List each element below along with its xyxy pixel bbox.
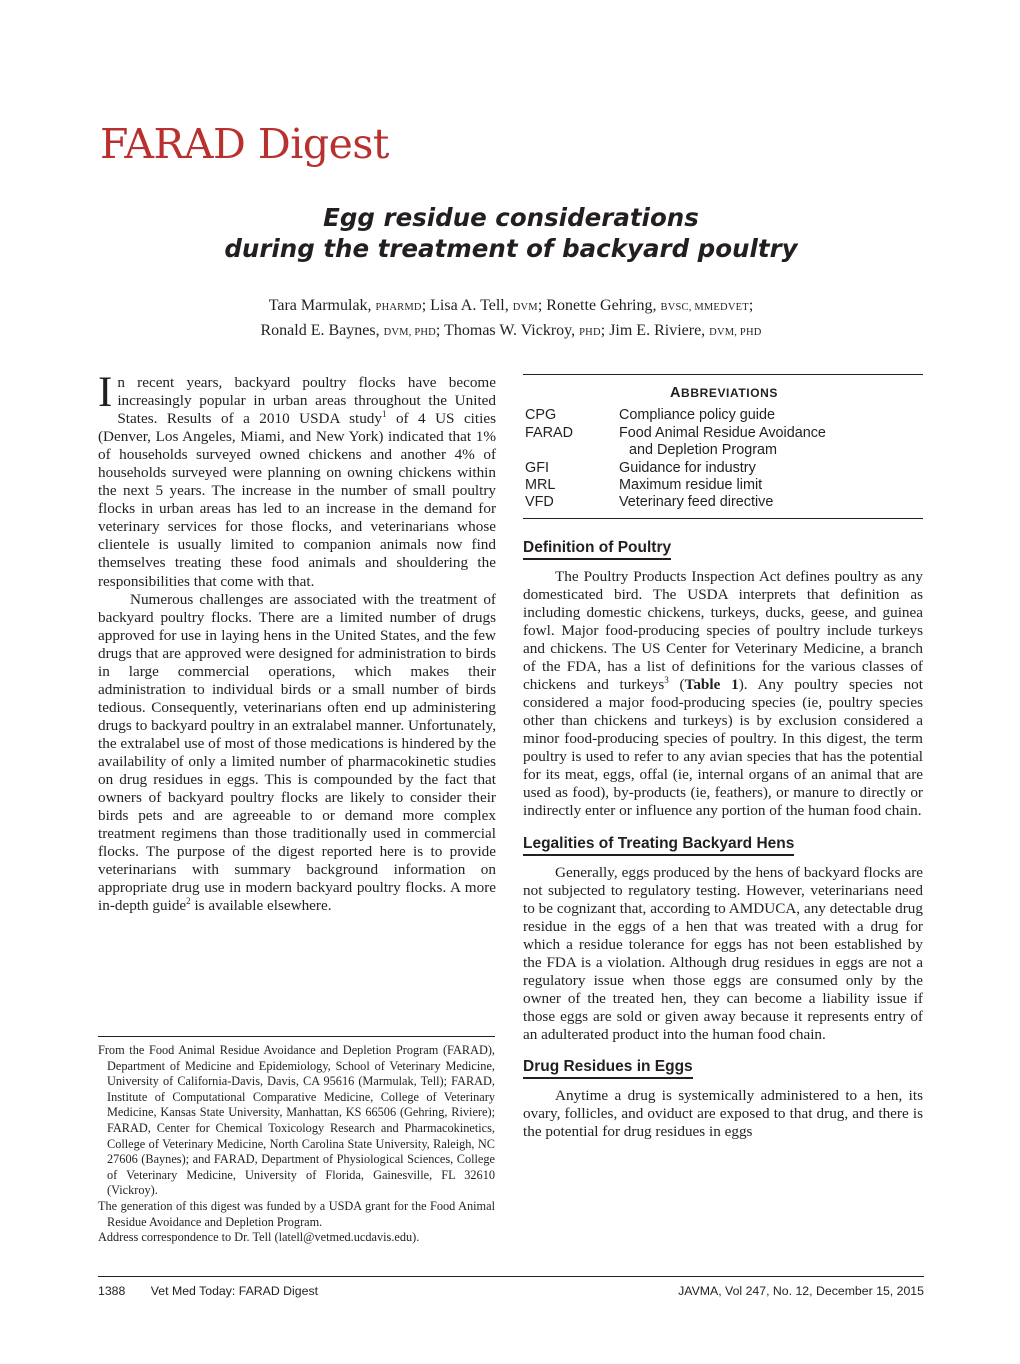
journal-citation: JAVMA, Vol 247, No. 12, December 15, 2015 <box>678 1284 924 1298</box>
section-paragraph: Generally, eggs produced by the hens of backyard flocks are not subjected to regulatory testing. However, veterinarians need to be cognizant that, according to AMDUCA, any detectable drug residue in the eggs of a hen that was treated with a drug for which a residue tolerance for eggs has not been established by the FDA is a violation. Although drug residues in eggs are not a regulatory issue when those eggs are consumed only by the owner of the treated hen, they can become a liability issue if those eggs are sold or given away because it represents entry of an adulterated product into the human food chain. <box>523 863 923 1043</box>
page-number: 1388 <box>98 1284 126 1298</box>
author-name: Thomas W. Vickroy, <box>444 322 576 339</box>
section-definition <box>523 539 923 821</box>
abbreviation-value: Maximum residue limit <box>619 477 763 494</box>
body-text-run: ). Any poultry species not considered a major food-producing species (ie, poultry species other than chickens and turkeys) is by exclusion considered a minor food-producing species of poultry. In this digest, the term poultry is used to refer to any avian species that has the potential for its meat, eggs, offal (ie, internal organs of an animal that are used as food), by-products (ie, feathers), or manure to directly or indirectly enter or influence any portion of the human food chain. <box>523 676 923 820</box>
abbreviation-key <box>525 442 619 459</box>
abbreviations-title-initial: A <box>669 385 682 401</box>
abbreviation-key: MRL <box>525 477 556 494</box>
page-footer <box>98 1284 924 1298</box>
abbreviations-title <box>525 385 923 402</box>
author-name: Jim E. Riviere, <box>609 322 706 339</box>
abbreviations-box <box>523 374 923 519</box>
author-name: Ronald E. Baynes, <box>260 322 380 339</box>
abbreviation-row <box>525 494 923 511</box>
footnote-divider <box>98 1036 495 1037</box>
section-body <box>523 864 923 1044</box>
correspondence-text[interactable]: Address correspondence to Dr. Tell (latell@vetmed.ucdavis.edu). <box>98 1230 420 1245</box>
affiliation-footnote <box>98 1043 495 1246</box>
funding-text: The generation of this digest was funded by a USDA grant for the Food Animal Residue Avoidance and Depletion Program. <box>98 1198 495 1229</box>
author-separator: ; <box>537 297 543 314</box>
intro-text-run: of 4 US cities (Denver, Los Angeles, Miami, and New York) indicated that 1% of households surveyed owned chickens and another 4% of households surveyed were planning on owning chickens within the next 5 years. The increase in the number of small poultry flocks in urban areas has led to an increase in the demand for veterinary services for those flocks, and veterinarians whose clientele is usually limited to companion animals now find themselves treating these food animals and shouldering the responsibilities that come with that. <box>98 410 496 590</box>
author-degree: BVSC, MMEDVET <box>660 302 749 313</box>
left-column <box>98 369 496 915</box>
author-list <box>100 294 922 344</box>
abbreviation-value: Compliance policy guide <box>619 407 775 424</box>
abbreviation-value: Food Animal Residue Avoidance <box>619 424 826 441</box>
body-text-run: ( <box>668 676 685 694</box>
reference-marker[interactable]: 3 <box>664 675 669 686</box>
section-paragraph <box>523 568 923 821</box>
author-degree: PHD <box>579 327 601 338</box>
abbreviation-row <box>525 442 923 459</box>
author-degree: DVM <box>512 302 538 313</box>
author-degree: PHARMD <box>375 302 422 313</box>
section-heading: Definition of Poultry <box>523 539 671 560</box>
author-separator: ; <box>435 322 441 339</box>
title-line-1: Egg residue considerations <box>323 203 699 232</box>
section-heading: Legalities of Treating Backyard Hens <box>523 835 794 856</box>
intro-paragraph-2 <box>98 591 496 916</box>
section-label: Vet Med Today: FARAD Digest <box>150 1284 319 1298</box>
author-separator: ; <box>748 297 754 314</box>
affiliation-text: From the Food Animal Residue Avoidance and Depletion Program (FARAD), Department of Medicine and Epidemiology, School of Veterinary Medicine, University of California-Davis, Davis, CA 95616 (Marmulak, Tell); FARAD, Institute of Computational Comparative Medicine, College of Veterinary Medicine, Kansas State University, Manhattan, KS 66506 (Gehring, Riviere); FARAD, Center for Chemical Toxicology Research and Pharmacokinetics, College of Veterinary Medicine, North Carolina State University, Raleigh, NC 27606 (Baynes); and FARAD, Department of Physiological Sciences, College of Veterinary Medicine, University of Florida, Gainesville, FL 32610 (Vickroy). <box>98 1043 495 1198</box>
author-separator: ; <box>421 297 427 314</box>
abbreviation-row <box>525 425 923 442</box>
abbreviation-key: VFD <box>525 494 554 511</box>
footer-left <box>98 1284 340 1298</box>
footer-divider <box>98 1276 924 1277</box>
article-title <box>100 202 922 264</box>
abbreviation-value: Guidance for industry <box>619 459 756 476</box>
author-name: Ronette Gehring, <box>546 297 657 314</box>
abbreviation-key: CPG <box>525 407 557 424</box>
abbreviations-title-rest: BBREVIATIONS <box>681 386 779 400</box>
author-name: Tara Marmulak, <box>268 297 372 314</box>
table-reference[interactable]: Table 1 <box>684 676 739 694</box>
section-residues <box>523 1058 923 1141</box>
reference-marker[interactable]: 2 <box>186 896 191 907</box>
author-separator: ; <box>600 322 606 339</box>
reference-marker[interactable]: 1 <box>382 409 387 420</box>
masthead: FARAD Digest <box>100 120 389 168</box>
section-body <box>523 1087 923 1141</box>
abbreviation-row <box>525 477 923 494</box>
author-degree: DVM, PHD <box>383 327 436 338</box>
abbreviation-row <box>525 407 923 424</box>
title-line-2: during the treatment of backyard poultry <box>224 234 798 263</box>
right-column <box>523 374 923 1141</box>
author-name: Lisa A. Tell, <box>430 297 509 314</box>
abbreviations-list <box>525 407 923 511</box>
abbreviation-value: and Depletion Program <box>629 442 777 459</box>
intro-paragraph-1 <box>98 369 496 591</box>
drop-cap: I <box>98 369 113 416</box>
abbreviation-row <box>525 460 923 477</box>
section-legalities <box>523 835 923 1044</box>
intro-text-run: n recent years, backyard poultry flocks have become increasingly popular in urban areas throughout the United States. Results of a 2010 USDA study <box>117 374 496 428</box>
intro-text-run: Numerous challenges are associated with the treatment of backyard poultry flocks. There are a limited number of drugs approved for use in laying hens in the United States, and the few drugs that are approved were designed for administration to birds in large commercial operations, which makes their administration to individual birds or a small number of birds tedious. Consequently, veterinarians often end up administering drugs to backyard poultry in an extralabel manner. Unfortunately, the extralabel use of most of those medications is hindered by the availability of only a limited number of pharmacokinetic studies on drug residues in eggs. This is compounded by the fact that owners of backyard poultry flocks are likely to consider their birds pets and are agreeable to or demand more complex treatment regimens than those traditionally used in commercial flocks. The purpose of the digest reported here is to provide veterinarians with summary background information on appropriate drug use in modern backyard poultry flocks. A more in-depth guide <box>98 590 496 915</box>
abbreviation-value: Veterinary feed directive <box>619 494 774 511</box>
body-text-run: The Poultry Products Inspection Act defines poultry as any domesticated bird. The USDA interprets that definition as including domestic chickens, turkeys, ducks, geese, and guinea fowl. Major food-producing species of poultry include turkeys and chickens. The US Center for Veterinary Medicine, a branch of the FDA, has a list of definitions for the various classes of chickens and turkeys <box>523 567 923 694</box>
section-body <box>523 568 923 821</box>
section-paragraph: Anytime a drug is systemically administered to a hen, its ovary, follicles, and oviduct are exposed to that drug, and there is the potential for drug residues in eggs <box>523 1086 923 1141</box>
author-degree: DVM, PHD <box>709 327 762 338</box>
intro-text <box>98 369 496 915</box>
intro-text-run: is available elsewhere. <box>190 897 332 915</box>
section-heading: Drug Residues in Eggs <box>523 1058 693 1079</box>
abbreviation-key: FARAD <box>525 424 573 441</box>
abbreviation-key: GFI <box>525 459 549 476</box>
